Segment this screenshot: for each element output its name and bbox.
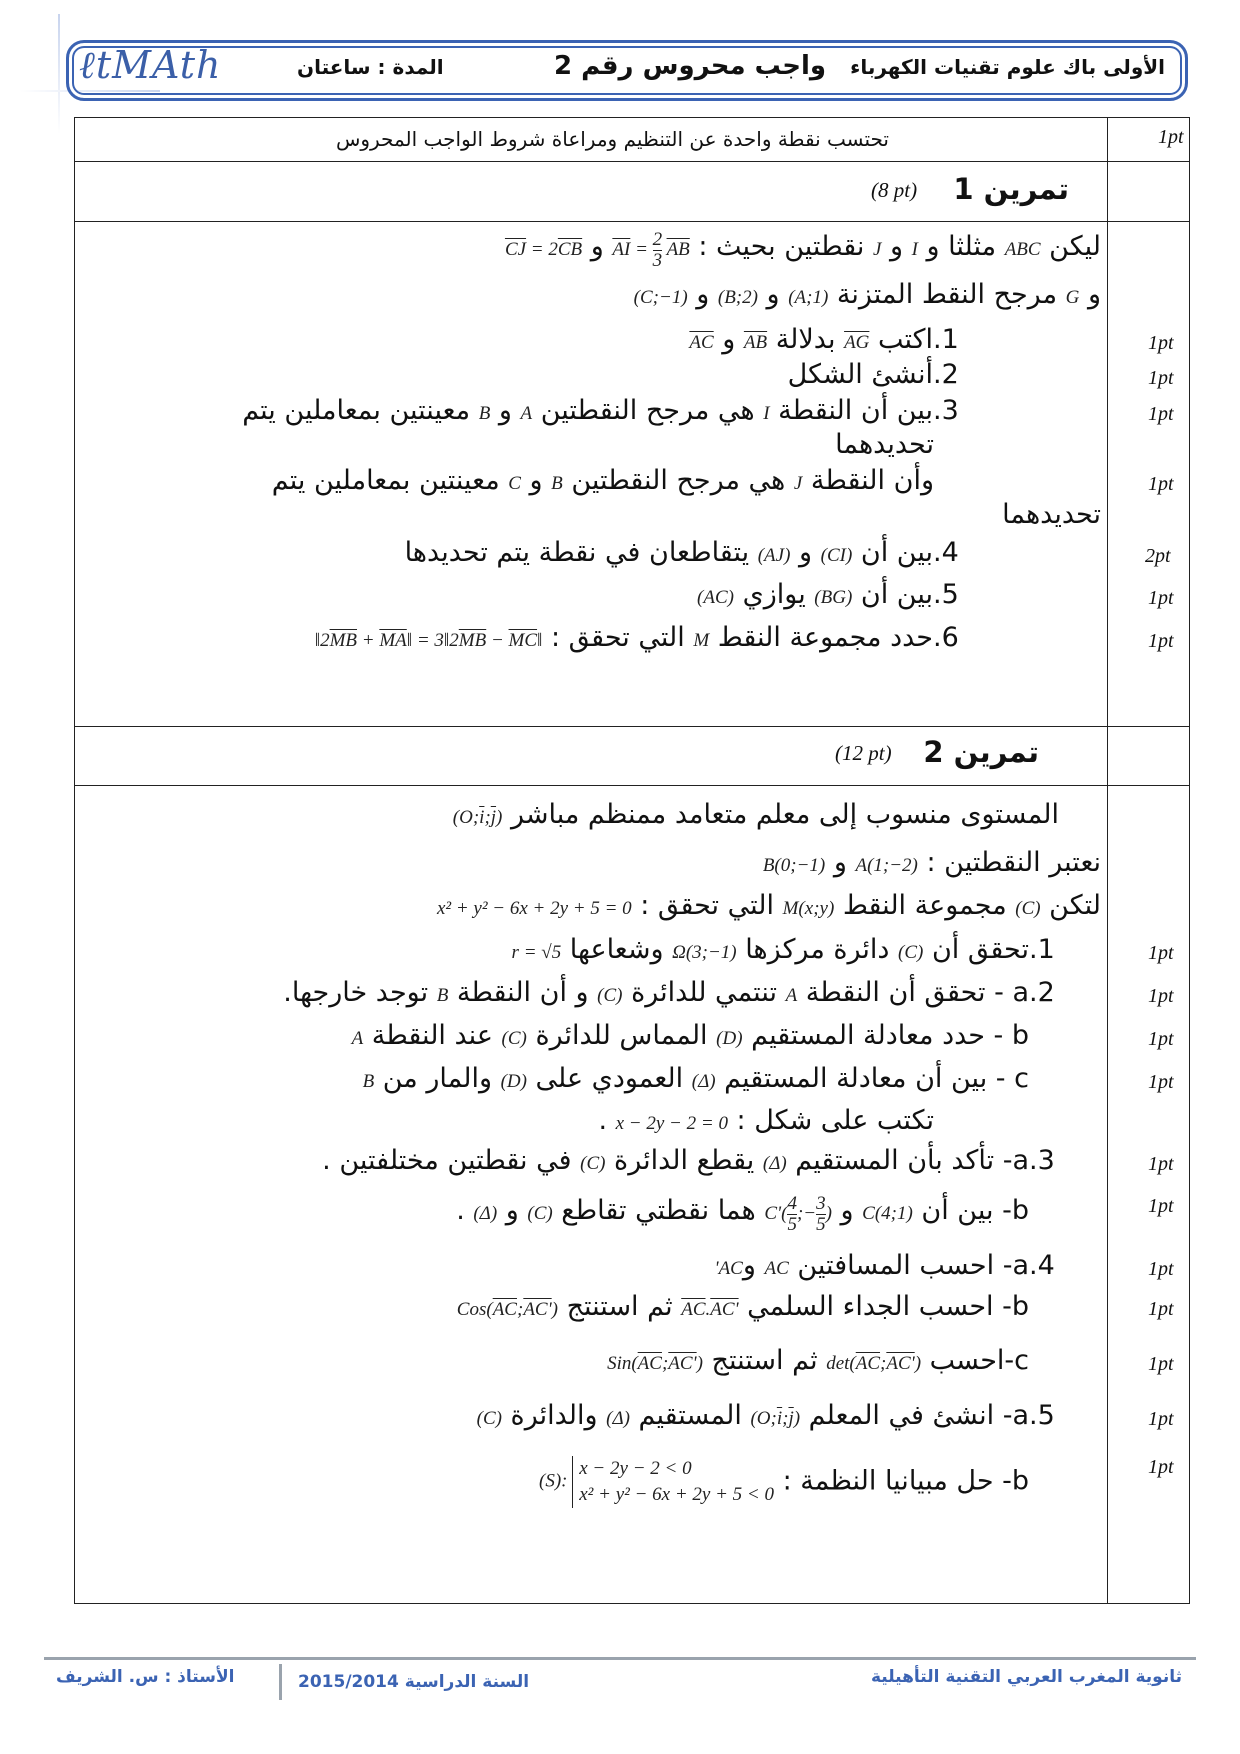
item-points: 1pt — [1148, 1258, 1174, 1280]
exercise-2-item-5b: b- حل مبيانيا النظمة : (S): x − 2y − 2 < 0 x² + y² − 6x + 2y + 5 < 0 — [539, 1456, 1029, 1508]
exercise-1-item-3-cont: تحديدهما — [835, 429, 934, 460]
exercise-2-item-2c: c - بين أن معادلة المستقيم (Δ) العمودي على (D) والمار من B — [362, 1063, 1029, 1094]
item-points: 1pt — [1148, 1408, 1174, 1430]
exercise-2-item-2c-cont: تكتب على شكل : x − 2y − 2 = 0 . — [598, 1105, 934, 1136]
points-column-divider — [1107, 118, 1108, 1603]
exercise-1-statement-2: و G مرجح النقط المتزنة (A;1) و (B;2) و (C;−1) — [633, 279, 1101, 310]
row-divider — [75, 785, 1189, 786]
item-points: 1pt — [1148, 473, 1174, 495]
intro-points: 1pt — [1158, 126, 1184, 148]
exercise-1-item-3b: وأن النقطة J هي مرجح النقطتين B و C معينتين بمعاملين يتم — [271, 465, 934, 496]
exercise-2-statement-1: المستوى منسوب إلى معلم متعامد ممنظم مباشر $(O;\overline{i};\overline{j})$ — [452, 799, 1059, 830]
exercise-1-title: تمرين 1 — [953, 172, 1069, 206]
footer-separator — [279, 1664, 282, 1700]
item-points: 1pt — [1148, 1028, 1174, 1050]
exercise-2-item-4b: b- احسب الجداء السلمي $\overline{AC}.AC'$ ثم استنتج $Cos(\overline{AC};AC')$ — [456, 1291, 1029, 1322]
item-points: 1pt — [1148, 1195, 1174, 1217]
exercise-1-statement-1: ليكن ABC مثلثا و I و J نقطتين بحيث : $\overline{AI}$ = $\frac{2}{3}$ $\overline{AB}$ و $\overline{CJ} = 2\overline{CB}$ — [504, 229, 1101, 272]
class-level: الأولى باك علوم تقنيات الكهرباء — [850, 55, 1165, 79]
exercise-2-statement-2: نعتبر النقطتين : A(1;−2) و B(0;−1) — [762, 847, 1101, 878]
exercise-1-points: (8 pt) — [871, 178, 918, 202]
exam-title: واجب محروس رقم 2 — [554, 51, 827, 81]
item-points: 1pt — [1148, 1071, 1174, 1093]
row-divider — [75, 726, 1189, 727]
exercise-2-item-2a: 2.a - تحقق أن النقطة A تنتمي للدائرة (C) و أن النقطة B توجد خارجها. — [283, 977, 1055, 1008]
footer-teacher: الأستاذ : س. الشريف — [56, 1667, 235, 1687]
row-divider — [75, 221, 1189, 222]
exercise-1-item-5: 5.بين أن (BG) يوازي (AC) — [697, 579, 959, 610]
exercise-2-item-4c: c-احسب $\det(\overline{AC};AC')$ ثم استنتج $Sin(\overline{AC};AC')$ — [607, 1345, 1029, 1376]
exercise-2-item-2b: b - حدد معادلة المستقيم (D) المماس للدائرة (C) عند النقطة A — [351, 1020, 1029, 1051]
item-points: 1pt — [1148, 1298, 1174, 1320]
exercise-2-statement-3: لتكن (C) مجموعة النقط M(x;y) التي تحقق : x² + y² − 6x + 2y + 5 = 0 — [436, 890, 1101, 921]
exercise-1-item-3b-cont: تحديدهما — [1002, 499, 1101, 530]
exercise-2-item-3b: b- بين أن C(4;1) و C'( $\frac{4}{5}$ ;− $\frac{3}{5}$ ) هما نقطتي تقاطع (C) و (Δ) . — [456, 1193, 1029, 1236]
intro-text: تحتسب نقطة واحدة عن التنظيم ومراعاة شروط الواجب المحروس — [335, 127, 889, 151]
footer-year: السنة الدراسية 2015/2014 — [298, 1672, 530, 1692]
exercise-1-item-6: 6.حدد مجموعة النقط M التي تحقق : $‖2\overline{MB}$ + $\overline{MA}‖$ = $3‖2\overline{MB}$ − $\overline{MC}‖$ — [314, 622, 959, 653]
exercise-1-item-2: 2.أنشئ الشكل — [787, 359, 959, 390]
item-points: 1pt — [1148, 985, 1174, 1007]
item-points: 1pt — [1148, 942, 1174, 964]
site-logo: ℓtMAth — [79, 43, 222, 87]
item-points: 1pt — [1148, 587, 1174, 609]
exercise-2-item-3a: 3.a- تأكد بأن المستقيم (Δ) يقطع الدائرة (C) في نقطتين مختلفتين . — [322, 1145, 1055, 1176]
item-points: 1pt — [1148, 403, 1174, 425]
item-points: 1pt — [1148, 367, 1174, 389]
exercise-1-item-4: 4.بين أن (CI) و (AJ) يتقاطعان في نقطة يتم تحديدها — [404, 537, 959, 568]
exercise-2-item-1: 1.تحقق أن (C) دائرة مركزها Ω(3;−1) وشعاعها r = √5 — [511, 934, 1055, 965]
footer-school: ثانوية المغرب العربي التقنية التأهيلية — [870, 1667, 1182, 1687]
exercise-2-points: (12 pt) — [835, 741, 892, 765]
row-divider — [75, 161, 1189, 162]
exercise-1-item-3: 3.بين أن النقطة I هي مرجح النقطتين A و B معينتين بمعاملين يتم — [242, 395, 959, 426]
item-points: 1pt — [1148, 332, 1174, 354]
exercise-2-item-4a: 4.a- احسب المسافتين AC وAC' — [714, 1250, 1055, 1281]
item-points: 2pt — [1145, 545, 1171, 567]
decorative-line — [58, 14, 60, 134]
exam-duration: المدة : ساعتان — [297, 55, 444, 79]
item-points: 1pt — [1148, 630, 1174, 652]
exercise-1-item-1: 1.اكتب AG بدلالة AB و AC — [689, 324, 959, 355]
item-points: 1pt — [1148, 1456, 1174, 1478]
footer-rule — [44, 1657, 1196, 1660]
exam-sheet — [74, 117, 1190, 1604]
exercise-2-title: تمرين 2 — [923, 735, 1039, 769]
header-banner — [66, 40, 1188, 101]
exercise-2-item-5a: 5.a- انشئ في المعلم $(O;\overline{i};\overline{j})$ المستقيم (Δ) والدائرة (C) — [476, 1400, 1055, 1431]
item-points: 1pt — [1148, 1153, 1174, 1175]
item-points: 1pt — [1148, 1353, 1174, 1375]
